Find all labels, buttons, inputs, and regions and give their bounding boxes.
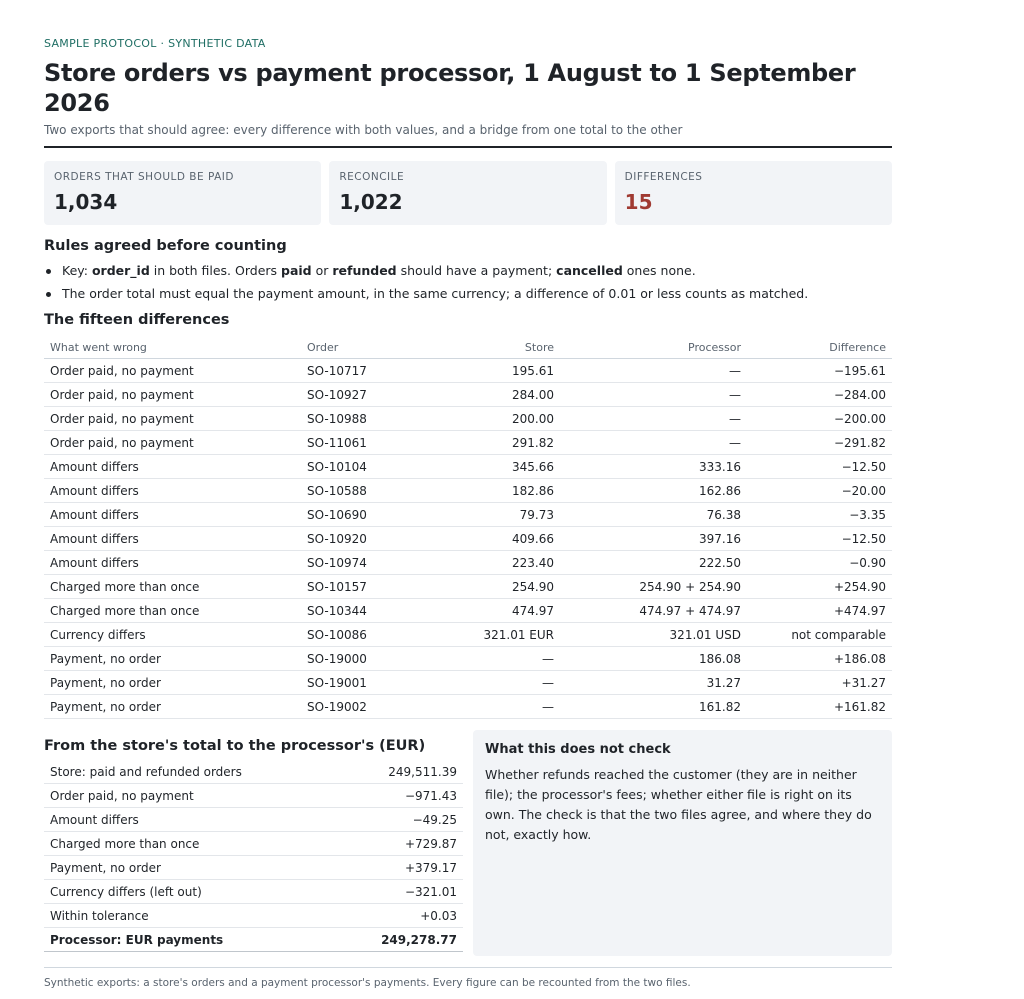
cell-difference: −0.90 [747, 551, 892, 575]
bridge-row [44, 784, 463, 808]
cell-processor: 397.16 [560, 527, 747, 551]
table-row [44, 407, 892, 431]
bridge-body [44, 760, 463, 928]
cell-store: 200.00 [413, 407, 560, 431]
bridge-heading: From the store's total to the processor's (EUR) [44, 738, 426, 754]
report [44, 36, 892, 991]
cell-what: Payment, no order [44, 695, 301, 719]
cell-store: — [413, 647, 560, 671]
cell-order: SO-10920 [301, 527, 413, 551]
cell-what: Amount differs [44, 527, 301, 551]
rules-heading: Rules agreed before counting [44, 238, 287, 254]
cell-store: 291.82 [413, 431, 560, 455]
summary-cards [44, 161, 892, 225]
cell-store: 182.86 [413, 479, 560, 503]
bridge-row [44, 880, 463, 904]
cell-difference: −195.61 [747, 359, 892, 383]
page-title: Store orders vs payment processor, 1 August to 1 September 2026 [44, 59, 856, 117]
cell-order: SO-10157 [301, 575, 413, 599]
cell-what: Order paid, no payment [44, 383, 301, 407]
cell-processor: 254.90 + 254.90 [560, 575, 747, 599]
cell-store: — [413, 695, 560, 719]
column-header-store: Store [413, 336, 560, 359]
table-row [44, 479, 892, 503]
cell-processor: — [560, 407, 747, 431]
cell-difference: −291.82 [747, 431, 892, 455]
cell-difference: −20.00 [747, 479, 892, 503]
table-row [44, 647, 892, 671]
cell-processor: 321.01 USD [560, 623, 747, 647]
bridge-row [44, 760, 463, 784]
differences-body [44, 359, 892, 719]
cell-difference: −284.00 [747, 383, 892, 407]
rule-keyword: order_id [91, 263, 150, 278]
cell-difference: +161.82 [747, 695, 892, 719]
cell-what: Order paid, no payment [44, 431, 301, 455]
cell-store: 223.40 [413, 551, 560, 575]
bridge-label: Order paid, no payment [44, 784, 337, 808]
card-orders-should-be-paid [44, 161, 321, 225]
bridge-value: +729.87 [337, 832, 463, 856]
table-row [44, 551, 892, 575]
cell-store: 321.01 EUR [413, 623, 560, 647]
cell-order: SO-10974 [301, 551, 413, 575]
cell-processor: 333.16 [560, 455, 747, 479]
table-row [44, 599, 892, 623]
table-row [44, 527, 892, 551]
rule-text: ones none. [622, 263, 696, 278]
cell-what: Payment, no order [44, 671, 301, 695]
differences-table [44, 336, 892, 719]
bridge-value: −49.25 [337, 808, 463, 832]
table-row [44, 575, 892, 599]
cell-what: Amount differs [44, 479, 301, 503]
cell-what: Charged more than once [44, 575, 301, 599]
column-header-difference: Difference [747, 336, 892, 359]
cell-store: 254.90 [413, 575, 560, 599]
bridge-label: Charged more than once [44, 832, 337, 856]
bridge-label: Amount differs [44, 808, 337, 832]
cell-difference: +186.08 [747, 647, 892, 671]
cell-what: Payment, no order [44, 647, 301, 671]
cell-store: 195.61 [413, 359, 560, 383]
cell-order: SO-10588 [301, 479, 413, 503]
table-row [44, 623, 892, 647]
cell-processor: — [560, 431, 747, 455]
cell-order: SO-10086 [301, 623, 413, 647]
cell-difference: −12.50 [747, 527, 892, 551]
note-body: Whether refunds reached the customer (they are in neither file); the processor's fees; whether either file is right on its own. The check is that the two files agree, and where they do not, exactly how. [485, 767, 872, 842]
rule-item [44, 259, 892, 282]
differences-heading: The fifteen differences [44, 312, 230, 328]
bridge-total-value: 249,278.77 [337, 928, 463, 952]
cell-what: Amount differs [44, 503, 301, 527]
rule-keyword: cancelled [556, 263, 623, 278]
limitations-note [473, 730, 892, 956]
card-value: 15 [624, 190, 653, 214]
bridge-label: Payment, no order [44, 856, 337, 880]
bridge-row [44, 832, 463, 856]
bridge-label: Currency differs (left out) [44, 880, 337, 904]
page-subtitle: Two exports that should agree: every difference with both values, and a bridge from one total to the other [44, 123, 683, 137]
table-row [44, 503, 892, 527]
cell-processor: — [560, 359, 747, 383]
cell-store: 409.66 [413, 527, 560, 551]
cell-order: SO-10717 [301, 359, 413, 383]
rule-text: The order total must equal the payment amount, in the same currency; a difference of 0.01 or less counts as matched. [62, 286, 809, 301]
cell-order: SO-10104 [301, 455, 413, 479]
rule-keyword: refunded [332, 263, 397, 278]
cell-what: Charged more than once [44, 599, 301, 623]
cell-difference: −3.35 [747, 503, 892, 527]
cell-processor: 31.27 [560, 671, 747, 695]
rule-item [44, 282, 892, 305]
bridge-value: −971.43 [337, 784, 463, 808]
table-row [44, 431, 892, 455]
table-row [44, 455, 892, 479]
cell-store: 79.73 [413, 503, 560, 527]
cell-processor: 76.38 [560, 503, 747, 527]
cell-order: SO-10927 [301, 383, 413, 407]
card-label: ORDERS THAT SHOULD BE PAID [54, 171, 234, 183]
cell-store: 284.00 [413, 383, 560, 407]
cell-difference: not comparable [747, 623, 892, 647]
bridge-label: Within tolerance [44, 904, 337, 928]
eyebrow: SAMPLE PROTOCOL · SYNTHETIC DATA [44, 37, 266, 50]
column-header-processor: Processor [560, 336, 747, 359]
cell-order: SO-10690 [301, 503, 413, 527]
bridge-row [44, 856, 463, 880]
card-label: RECONCILE [339, 171, 405, 183]
bridge-total-label: Processor: EUR payments [44, 928, 337, 952]
cell-processor: 222.50 [560, 551, 747, 575]
cell-order: SO-19000 [301, 647, 413, 671]
cell-what: Order paid, no payment [44, 407, 301, 431]
cell-processor: 161.82 [560, 695, 747, 719]
footer-note: Synthetic exports: a store's orders and a payment processor's payments. Every figure can be recounted from the two files. [44, 967, 892, 991]
cell-difference: −12.50 [747, 455, 892, 479]
bridge-value: −321.01 [337, 880, 463, 904]
card-differences [615, 161, 892, 225]
table-row [44, 695, 892, 719]
bridge-total-row [44, 928, 463, 952]
bridge-row [44, 904, 463, 928]
bridge-value: +379.17 [337, 856, 463, 880]
column-header-what: What went wrong [44, 336, 301, 359]
cell-order: SO-10344 [301, 599, 413, 623]
bridge-label: Store: paid and refunded orders [44, 760, 337, 784]
rule-text: in both files. Orders [149, 263, 282, 278]
cell-order: SO-19001 [301, 671, 413, 695]
cell-what: Order paid, no payment [44, 359, 301, 383]
cell-store: 345.66 [413, 455, 560, 479]
card-value: 1,022 [339, 190, 403, 214]
table-row [44, 359, 892, 383]
rule-text: should have a payment; [396, 263, 557, 278]
bridge-value: 249,511.39 [337, 760, 463, 784]
card-reconcile [329, 161, 606, 225]
card-label: DIFFERENCES [624, 171, 703, 183]
cell-difference: +474.97 [747, 599, 892, 623]
rule-keyword: paid [281, 263, 312, 278]
cell-processor: 162.86 [560, 479, 747, 503]
cell-order: SO-10988 [301, 407, 413, 431]
table-row [44, 383, 892, 407]
rule-text: or [311, 263, 333, 278]
rules-list [44, 259, 892, 305]
cell-what: Amount differs [44, 455, 301, 479]
cell-difference: +31.27 [747, 671, 892, 695]
cell-what: Currency differs [44, 623, 301, 647]
cell-processor: 474.97 + 474.97 [560, 599, 747, 623]
column-header-order: Order [301, 336, 413, 359]
note-title: What this does not check [485, 742, 671, 757]
bridge-table [44, 760, 463, 952]
cell-order: SO-19002 [301, 695, 413, 719]
bridge-row [44, 808, 463, 832]
cell-difference: −200.00 [747, 407, 892, 431]
bottom-section [44, 730, 892, 956]
cell-store: 474.97 [413, 599, 560, 623]
cell-store: — [413, 671, 560, 695]
cell-difference: +254.90 [747, 575, 892, 599]
table-header-row [44, 336, 892, 359]
bridge-section [44, 730, 463, 956]
cell-what: Amount differs [44, 551, 301, 575]
cell-order: SO-11061 [301, 431, 413, 455]
card-value: 1,034 [54, 190, 118, 214]
rule-text: Key: [62, 263, 92, 278]
bridge-value: +0.03 [337, 904, 463, 928]
cell-processor: — [560, 383, 747, 407]
table-row [44, 671, 892, 695]
title-rule [44, 146, 892, 148]
cell-processor: 186.08 [560, 647, 747, 671]
